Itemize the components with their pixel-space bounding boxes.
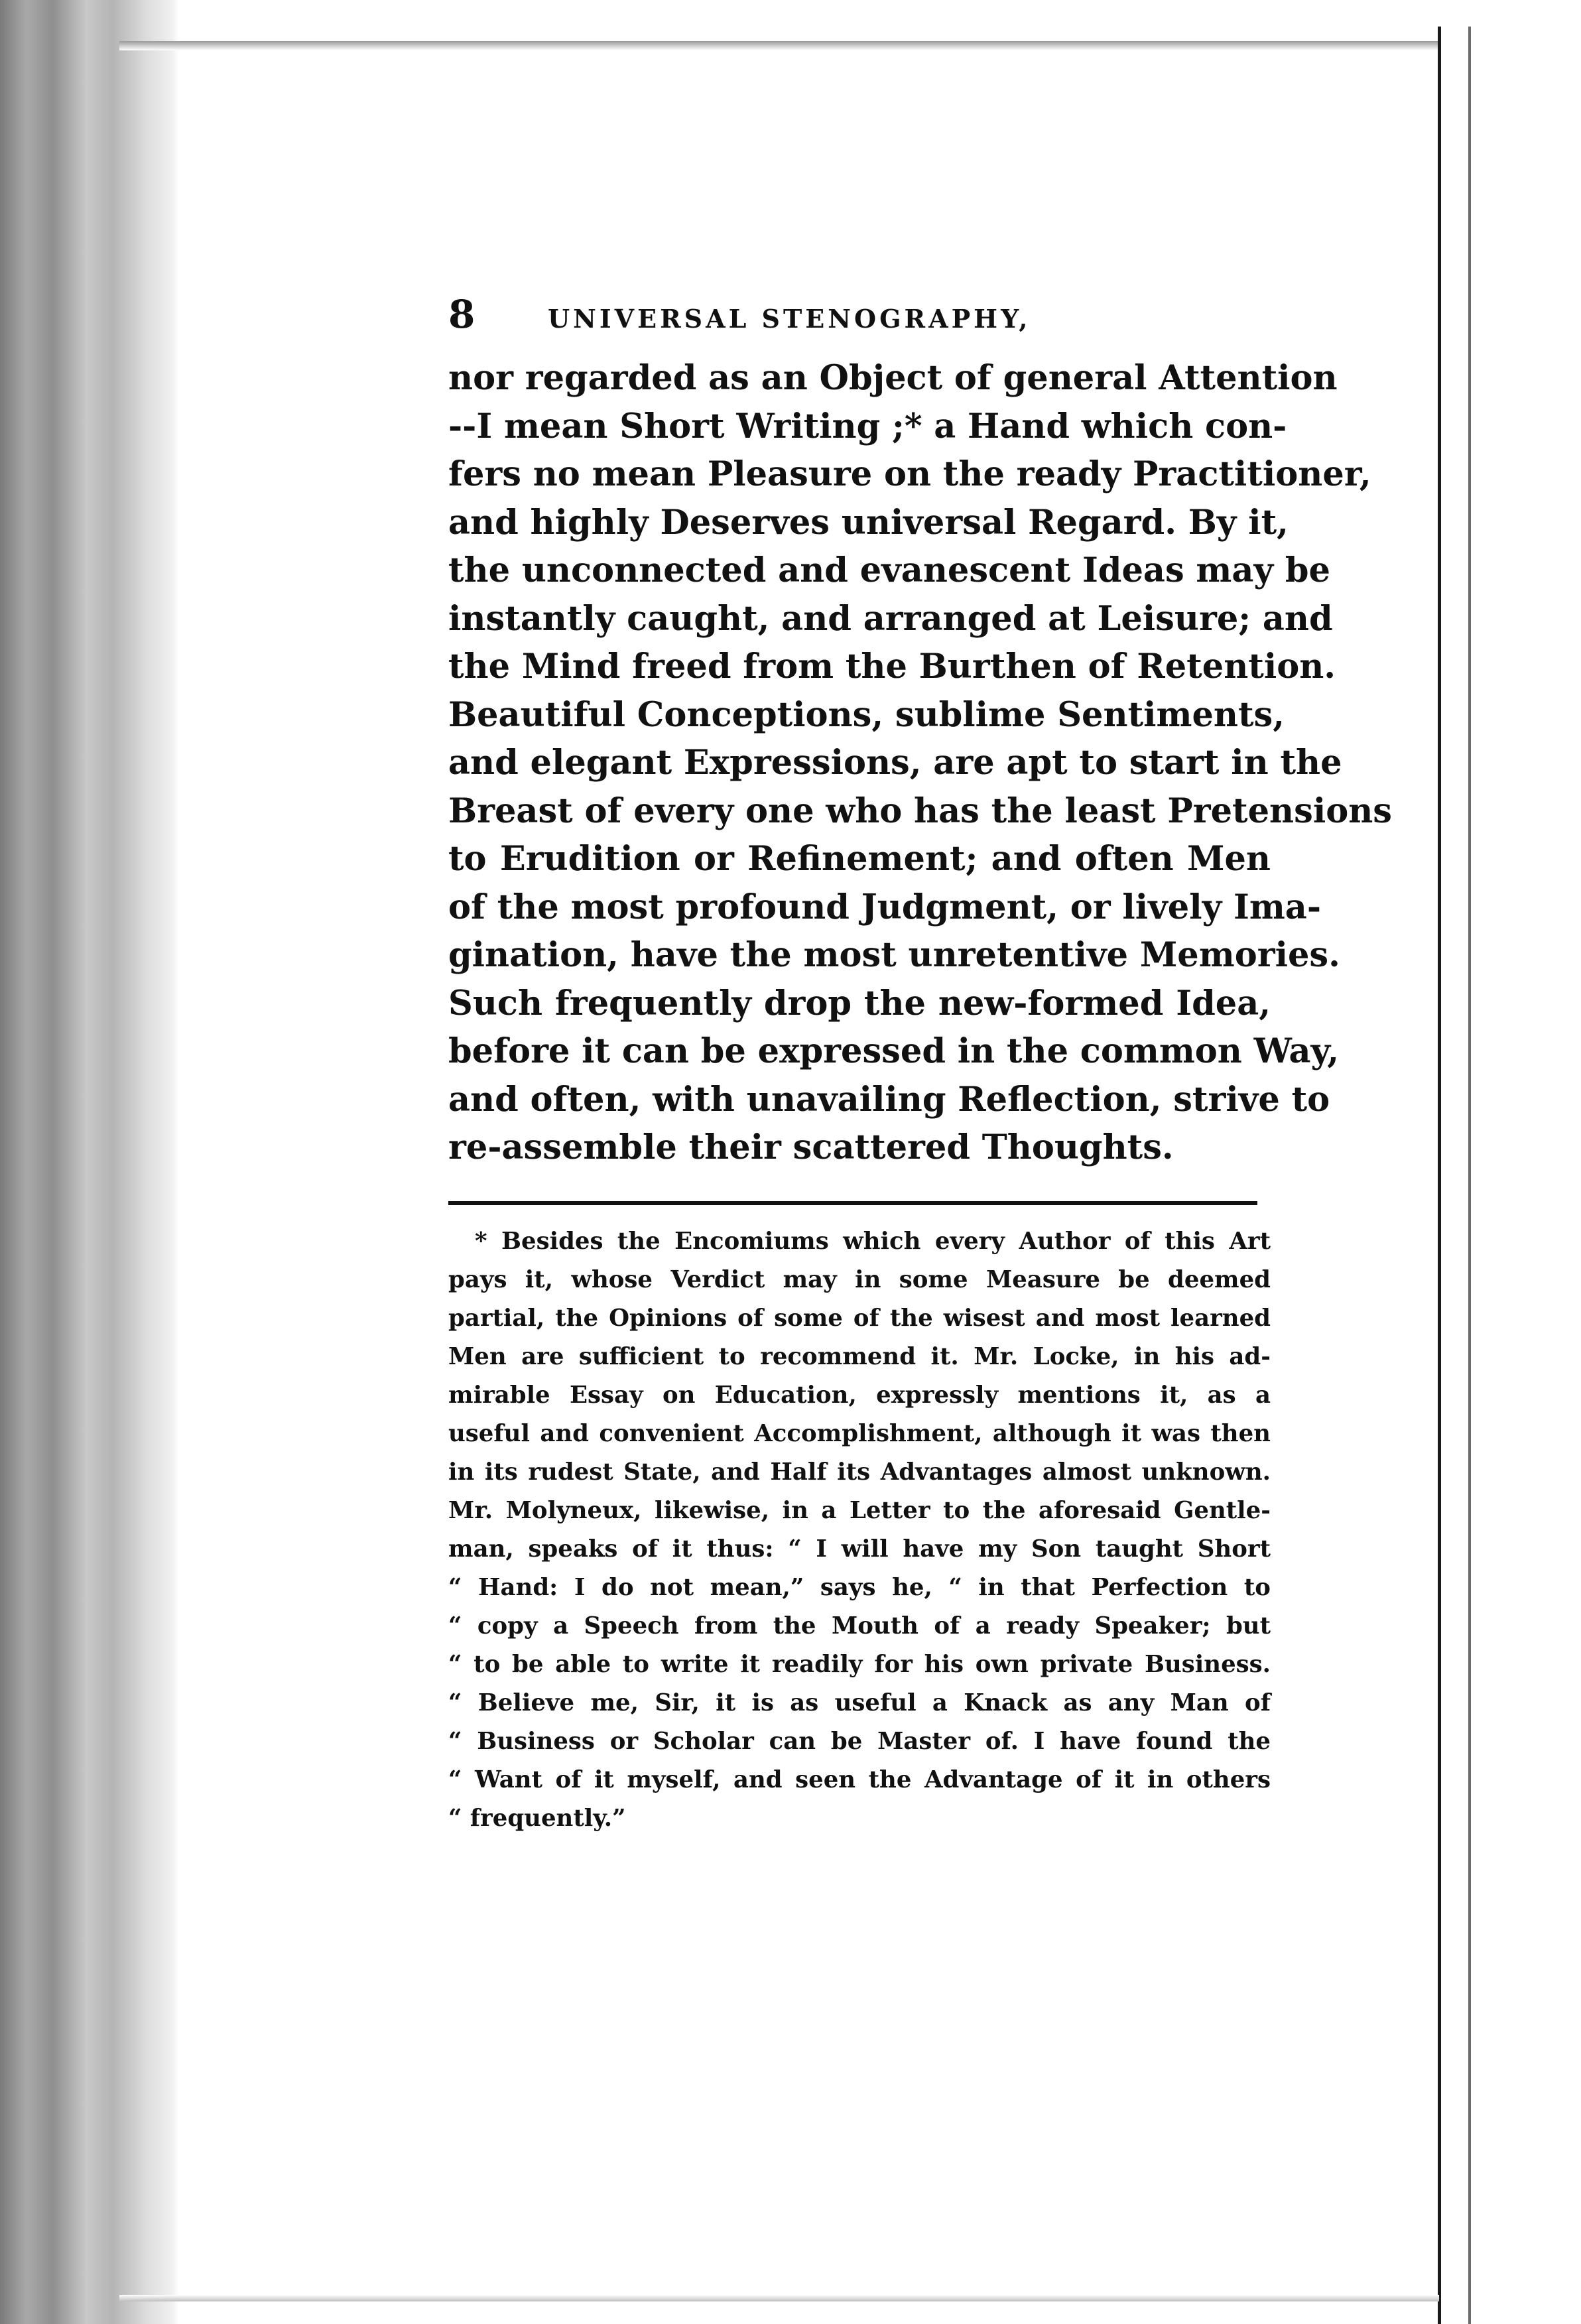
footnote-line: “ copy a Speech from the Mouth of a ready Speaker; but	[448, 1612, 1271, 1640]
footnote-line: useful and convenient Accomplishment, although it was then	[448, 1419, 1271, 1447]
body-line: Breast of every one who has the least Pretensions	[448, 791, 1393, 831]
body-line: --I mean Short Writing ;* a Hand which con-	[448, 406, 1287, 446]
footnote-line: mirable Essay on Education, expressly mentions it, as a	[448, 1381, 1271, 1409]
footnote-line: * Besides the Encomiums which every Author of this Art	[475, 1227, 1271, 1255]
body-line: of the most profound Judgment, or lively Ima-	[448, 887, 1321, 927]
page-number: 8	[448, 292, 475, 337]
body-paragraph	[448, 354, 1393, 1172]
book-edge-shadow	[0, 0, 179, 2324]
running-head	[448, 292, 1271, 345]
footnote-line: “ Want of it myself, and seen the Advantage of it in others	[448, 1766, 1271, 1793]
running-title: UNIVERSAL STENOGRAPHY,	[548, 304, 1031, 334]
body-line: and highly Deserves universal Regard. By it,	[448, 502, 1289, 543]
body-line: before it can be expressed in the common Way,	[448, 1031, 1340, 1071]
facing-page-edge	[1468, 27, 1581, 2324]
body-line: to Erudition or Refinement; and often Men	[448, 839, 1271, 879]
footnote-line: Mr. Molyneux, likewise, in a Letter to the aforesaid Gentle-	[448, 1496, 1271, 1524]
body-line: Such frequently drop the new-formed Idea,	[448, 983, 1271, 1023]
footnote-line: “ Believe me, Sir, it is as useful a Knack as any Man of	[448, 1689, 1271, 1716]
footnote	[448, 1222, 1271, 1838]
footnote-line: partial, the Opinions of some of the wisest and most learned	[448, 1304, 1271, 1332]
body-line: re-assemble their scattered Thoughts.	[448, 1128, 1174, 1167]
footnote-line: “ Business or Scholar can be Master of. I have found the	[448, 1727, 1271, 1755]
body-line: Beautiful Conceptions, sublime Sentiments,	[448, 694, 1285, 735]
page-top-edge	[119, 41, 1439, 50]
page-right-gutter	[1438, 27, 1472, 2324]
page-bottom-edge	[119, 2295, 1439, 2301]
body-line: and elegant Expressions, are apt to start in the	[448, 743, 1342, 783]
body-line: fers no mean Pleasure on the ready Practitioner,	[448, 454, 1371, 494]
footnote-line: in its rudest State, and Half its Advantages almost unknown.	[448, 1458, 1271, 1486]
page-text-block	[448, 292, 1393, 1838]
body-line: the unconnected and evanescent Ideas may be	[448, 550, 1330, 590]
footnote-rule	[448, 1201, 1257, 1205]
body-line: gination, have the most unretentive Memories.	[448, 935, 1340, 975]
body-line: the Mind freed from the Burthen of Retention.	[448, 647, 1336, 686]
footnote-line: “ Hand: I do not mean,” says he, “ in that Perfection to	[448, 1573, 1271, 1601]
body-line: and often, with unavailing Reflection, strive to	[448, 1079, 1330, 1120]
body-line: instantly caught, and arranged at Leisure; and	[448, 598, 1333, 639]
body-line: nor regarded as an Object of general Attention	[448, 358, 1338, 398]
footnote-line: “ to be able to write it readily for his own private Business.	[448, 1650, 1271, 1678]
footnote-line: pays it, whose Verdict may in some Measure be deemed	[448, 1265, 1271, 1293]
footnote-line: “ frequently.”	[448, 1804, 626, 1832]
footnote-line: Men are sufficient to recommend it. Mr. Locke, in his ad-	[448, 1342, 1271, 1370]
footnote-line: man, speaks of it thus: “ I will have my Son taught Short	[448, 1535, 1271, 1563]
